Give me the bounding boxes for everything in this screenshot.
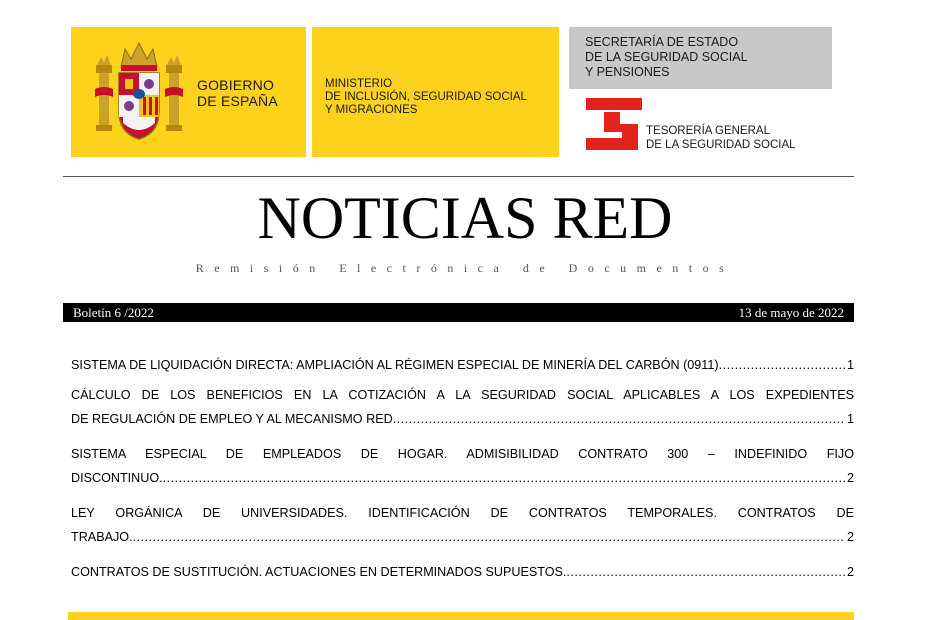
toc-entry-text: SISTEMA DE LIQUIDACIÓN DIRECTA: AMPLIACIÓN AL RÉGIMEN ESPECIAL DE MINERÍA DEL CARBÓN (0911) [71,358,719,372]
toc-leader-dots [566,564,845,580]
toc-leader-dots [163,470,845,486]
newsletter-subtitle: Remisión Electrónica de Documentos [195,261,735,275]
tgss-logo-icon [586,98,642,150]
toc-entry-text: DE REGULACIÓN DE EMPLEO Y AL MECANISMO RED [71,412,393,426]
gobierno-label [197,77,278,109]
toc-page-number: 2 [846,530,854,544]
bulletin-bar [63,303,854,322]
ministerio-block [312,27,559,157]
toc-leader-dots [393,411,845,427]
newsletter-title: NOTICIAS RED [257,185,673,251]
toc-leader-dots [719,357,845,373]
toc-entry-text: DISCONTINUO. [71,471,163,485]
gobierno-line: GOBIERNO [197,77,275,93]
toc-entry-5[interactable] [71,564,854,580]
coat-of-arms-icon [93,41,185,145]
toc-entry-text: CONTRATOS DE SUSTITUCIÓN. ACTUACIONES EN DETERMINADOS SUPUESTOS. [71,565,567,579]
toc-entry-2-line-1[interactable]: CÁLCULO DE LOS BENEFICIOS EN LA COTIZACIÓN A LA SEGURIDAD SOCIAL APLICABLES A LOS EXPEDIENTES [71,388,854,402]
toc-entry-2[interactable] [71,411,854,427]
ministerio-label [325,78,527,117]
bulletin-number: Boletín 6 /2022 [73,305,154,320]
toc-entry-1[interactable] [71,357,854,373]
secretaria-line: SECRETARÍA DE ESTADO [585,35,739,49]
toc-page-number: 2 [846,565,854,579]
toc-entry-3[interactable] [71,470,854,486]
ministerio-line: MINISTERIO [325,78,393,90]
bulletin-date: 13 de mayo de 2022 [738,305,844,320]
ministerio-line: DE INCLUSIÓN, SEGURIDAD SOCIAL [325,91,527,103]
gobierno-logo-block [71,27,306,157]
toc-entry-4-line-1[interactable]: LEY ORGÁNICA DE UNIVERSIDADES. IDENTIFICACIÓN DE CONTRATOS TEMPORALES. CONTRATOS DE [71,506,854,520]
secretaria-line: Y PENSIONES [585,65,670,79]
toc-entry-3-line-1[interactable]: SISTEMA ESPECIAL DE EMPLEADOS DE HOGAR. ADMISIBILIDAD CONTRATO 300 – INDEFINIDO FIJO [71,447,854,461]
secretaria-label [585,35,748,80]
toc-page-number: 2 [846,471,854,485]
toc-page-number: 1 [846,358,854,372]
tesoreria-label [646,124,796,152]
toc-page-number: 1 [846,412,854,426]
toc-entry-text: TRABAJO. [71,530,133,544]
toc-entry-4[interactable] [71,529,854,545]
tesoreria-line: TESORERÍA GENERAL [646,125,770,137]
gobierno-line: DE ESPAÑA [197,93,278,109]
secretaria-line: DE LA SEGURIDAD SOCIAL [585,50,748,64]
tesoreria-line: DE LA SEGURIDAD SOCIAL [646,139,796,151]
toc-leader-dots [133,529,845,545]
header-divider [63,176,854,177]
ministerio-line: Y MIGRACIONES [325,104,418,116]
secretaria-block [569,27,832,89]
footer-yellow-bar [68,612,854,620]
